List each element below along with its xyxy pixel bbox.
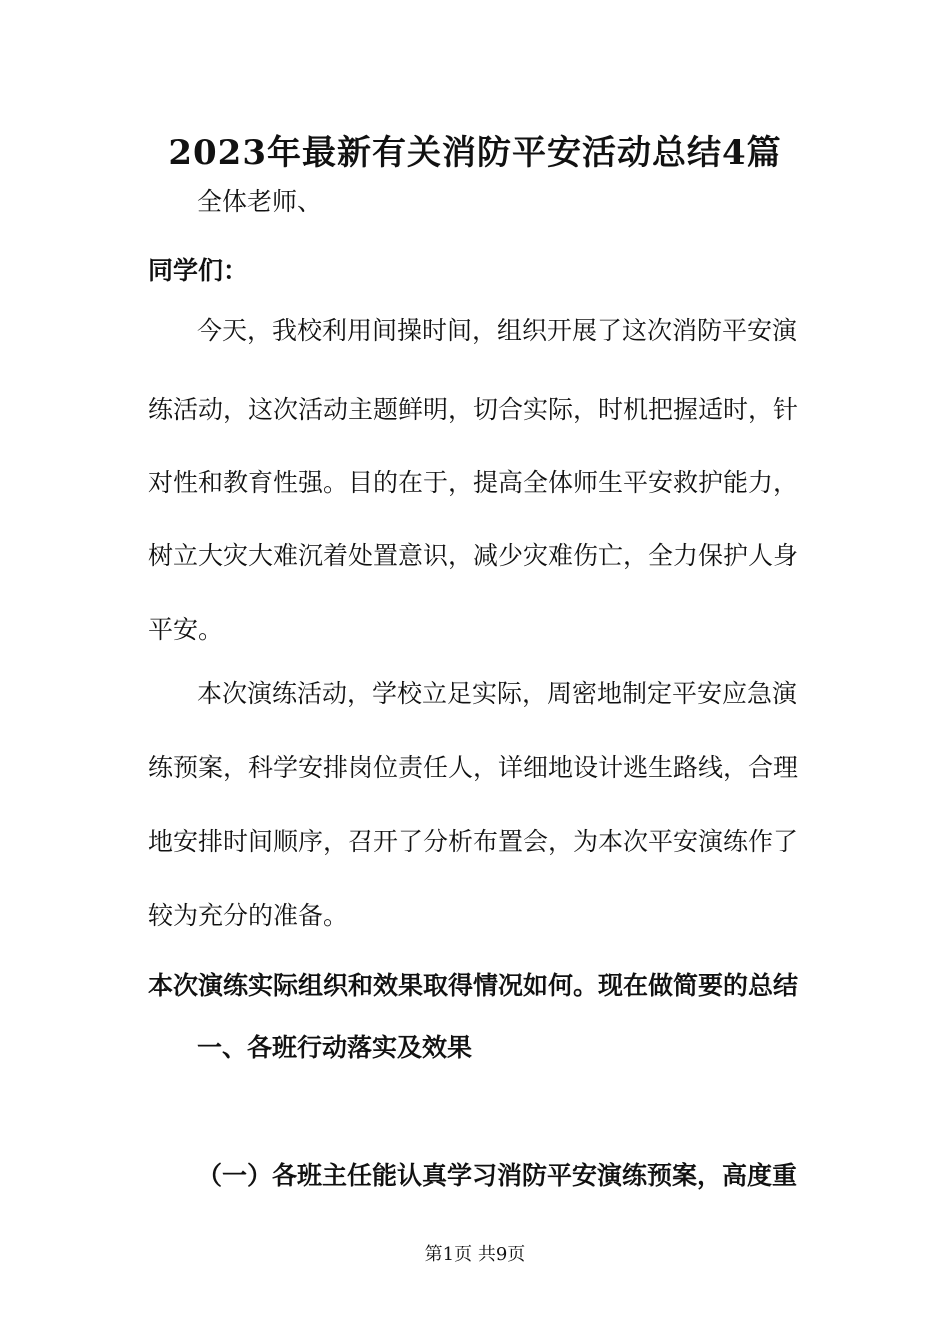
paragraph-2-line-1: 本次演练活动，学校立足实际，周密地制定平安应急演: [197, 679, 798, 708]
paragraph-1-line-4: 树立大灾大难沉着处置意识，减少灾难伤亡，全力保护人身: [148, 541, 799, 570]
salutation-line-1: 全体老师、: [197, 187, 323, 216]
paragraph-2-line-4: 较为充分的准备。: [148, 901, 349, 930]
subsection-heading-1: （一）各班主任能认真学习消防平安演练预案，高度重: [197, 1161, 798, 1190]
paragraph-2-line-2: 练预案，科学安排岗位责任人，详细地设计逃生路线，合理: [148, 753, 799, 782]
paragraph-1-line-2: 练活动，这次活动主题鲜明，切合实际，时机把握适时，针: [148, 395, 799, 424]
document-title: 2023年最新有关消防平安活动总结4篇: [168, 133, 782, 173]
paragraph-1-line-5: 平安。: [148, 615, 224, 644]
summary-intro: 本次演练实际组织和效果取得情况如何。现在做简要的总结: [148, 971, 799, 1000]
paragraph-1-line-3: 对性和教育性强。目的在于，提高全体师生平安救护能力，: [148, 468, 799, 497]
paragraph-1-line-1: 今天，我校利用间操时间，组织开展了这次消防平安演: [197, 316, 798, 345]
section-heading-1: 一、各班行动落实及效果: [197, 1033, 473, 1062]
salutation-line-2: 同学们：: [148, 256, 249, 285]
page-footer: 第1页 共9页: [424, 1244, 526, 1265]
paragraph-2-line-3: 地安排时间顺序，召开了分析布置会，为本次平安演练作了: [148, 827, 799, 856]
